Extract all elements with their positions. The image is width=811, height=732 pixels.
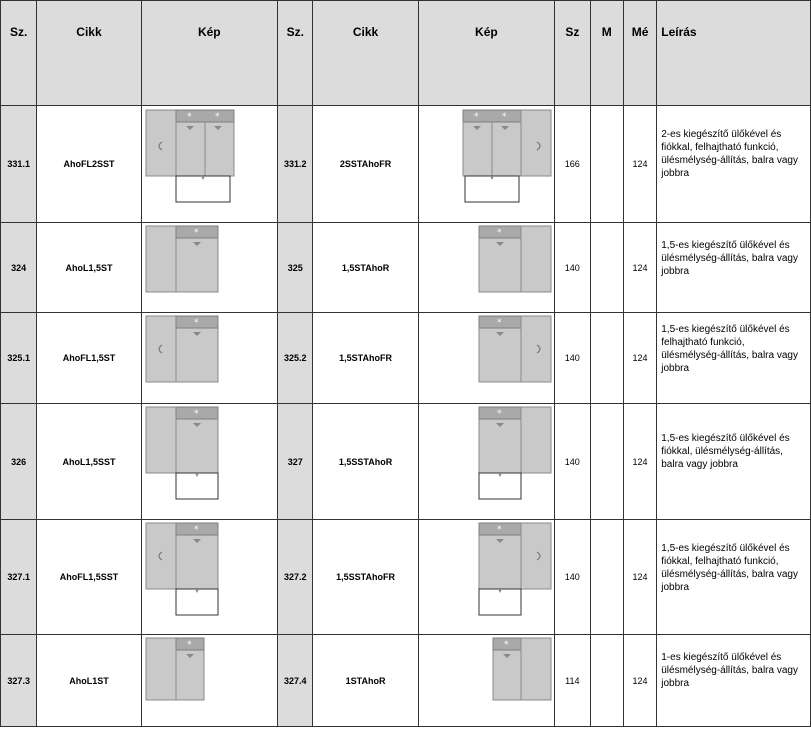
sofa-diagram-icon: [142, 106, 277, 223]
sofa-diagram-icon: [142, 223, 277, 313]
sofa-diagram-right: [418, 223, 555, 313]
row-sz-right: 327.4: [278, 635, 313, 727]
row-cikk-right: 1,5STAhoFR: [313, 313, 418, 404]
row-cikk-left: AhoL1,5SST: [37, 404, 141, 520]
row-description: 1-es kiegészítő ülőkével és ülésmélység-állítás, balra vagy jobbra: [657, 635, 811, 727]
header-leiras: Leírás: [657, 1, 811, 106]
header-sz-2: Sz.: [278, 1, 313, 106]
star-icon: *: [193, 318, 199, 328]
star-icon: *: [473, 112, 479, 122]
star-icon: *: [193, 525, 199, 535]
sofa-diagram-icon: [142, 404, 277, 520]
sofa-diagram-left: [141, 223, 278, 313]
row-sz-left: 327.1: [1, 520, 37, 635]
sofa-diagram-right: [418, 635, 555, 727]
row-sz-left: 331.1: [1, 106, 37, 223]
star-icon: *: [496, 409, 502, 419]
star-icon: *: [193, 228, 199, 238]
row-width: 140: [555, 404, 590, 520]
star-icon: *: [214, 112, 220, 122]
sofa-diagram-right: [418, 404, 555, 520]
table-row: [1, 106, 811, 223]
row-cikk-right: 1,5SSTAhoFR: [313, 520, 418, 635]
row-width: 140: [555, 520, 590, 635]
sofa-diagram-left: [141, 520, 278, 635]
sofa-diagram-icon: [142, 313, 277, 404]
header-row: [1, 1, 811, 106]
table-row: [1, 313, 811, 404]
row-width: 140: [555, 223, 590, 313]
table-row: [1, 404, 811, 520]
header-width: Sz: [555, 1, 590, 106]
header-kep-1: Kép: [141, 1, 278, 106]
table-row: [1, 635, 811, 727]
row-m: [590, 520, 623, 635]
sofa-diagram-left: [141, 404, 278, 520]
sofa-diagram-left: [141, 635, 278, 727]
row-cikk-left: AhoL1,5ST: [37, 223, 141, 313]
row-sz-left: 326: [1, 404, 37, 520]
row-description: 2-es kiegészítő ülőkével és fiókkal, felhajtható funkció, ülésmélység-állítás, balra vagy jobbra: [657, 106, 811, 223]
sofa-diagram-right: [418, 313, 555, 404]
sofa-diagram-icon: [142, 520, 277, 635]
row-description: 1,5-es kiegészítő ülőkével és fiókkal, felhajtható funkció, ülésmélység-állítás, balra vagy jobbra: [657, 520, 811, 635]
header-cikk-1: Cikk: [37, 1, 141, 106]
row-me: 124: [623, 404, 656, 520]
row-m: [590, 223, 623, 313]
header-kep-2: Kép: [418, 1, 555, 106]
row-sz-left: 325.1: [1, 313, 37, 404]
sofa-diagram-right: [418, 520, 555, 635]
row-cikk-right: 1,5SSTAhoR: [313, 404, 418, 520]
row-width: 166: [555, 106, 590, 223]
sofa-diagram-icon: [419, 404, 554, 520]
row-m: [590, 635, 623, 727]
row-sz-right: 327: [278, 404, 313, 520]
row-m: [590, 106, 623, 223]
table-row: [1, 520, 811, 635]
row-m: [590, 313, 623, 404]
sofa-diagram-icon: [142, 635, 277, 727]
header-sz-1: Sz.: [1, 1, 37, 106]
row-sz-right: 325: [278, 223, 313, 313]
row-me: 124: [623, 313, 656, 404]
row-cikk-left: AhoFL1,5ST: [37, 313, 141, 404]
table-row: [1, 223, 811, 313]
row-sz-right: 327.2: [278, 520, 313, 635]
row-cikk-left: AhoFL2SST: [37, 106, 141, 223]
star-icon: *: [186, 640, 192, 650]
star-icon: *: [501, 112, 507, 122]
row-cikk-right: 1,5STAhoR: [313, 223, 418, 313]
row-cikk-right: 1STAhoR: [313, 635, 418, 727]
row-me: 124: [623, 223, 656, 313]
sofa-diagram-icon: [419, 313, 554, 404]
header-me: Mé: [623, 1, 656, 106]
row-description: 1,5-es kiegészítő ülőkével és ülésmélység-állítás, balra vagy jobbra: [657, 223, 811, 313]
sofa-diagram-left: [141, 313, 278, 404]
row-width: 140: [555, 313, 590, 404]
star-icon: *: [496, 228, 502, 238]
row-sz-left: 327.3: [1, 635, 37, 727]
star-icon: *: [496, 318, 502, 328]
sofa-diagram-icon: [419, 635, 554, 727]
sofa-diagram-icon: [419, 520, 554, 635]
row-sz-left: 324: [1, 223, 37, 313]
row-me: 124: [623, 106, 656, 223]
sofa-diagram-right: [418, 106, 555, 223]
row-cikk-left: AhoFL1,5SST: [37, 520, 141, 635]
header-m: M: [590, 1, 623, 106]
row-m: [590, 404, 623, 520]
row-cikk-left: AhoL1ST: [37, 635, 141, 727]
star-icon: *: [193, 409, 199, 419]
row-me: 124: [623, 635, 656, 727]
star-icon: *: [186, 112, 192, 122]
row-sz-right: 331.2: [278, 106, 313, 223]
row-me: 124: [623, 520, 656, 635]
sofa-diagram-left: [141, 106, 278, 223]
star-icon: *: [503, 640, 509, 650]
row-width: 114: [555, 635, 590, 727]
star-icon: *: [496, 525, 502, 535]
header-cikk-2: Cikk: [313, 1, 418, 106]
sofa-diagram-icon: [419, 106, 554, 223]
sofa-diagram-icon: [419, 223, 554, 313]
row-description: 1,5-es kiegészítő ülőkével és fiókkal, ülésmélység-állítás, balra vagy jobbra: [657, 404, 811, 520]
row-description: 1,5-es kiegészítő ülőkével és felhajtható funkció, ülésmélység-állítás, balra vagy jobbra: [657, 313, 811, 404]
row-cikk-right: 2SSTAhoFR: [313, 106, 418, 223]
row-sz-right: 325.2: [278, 313, 313, 404]
